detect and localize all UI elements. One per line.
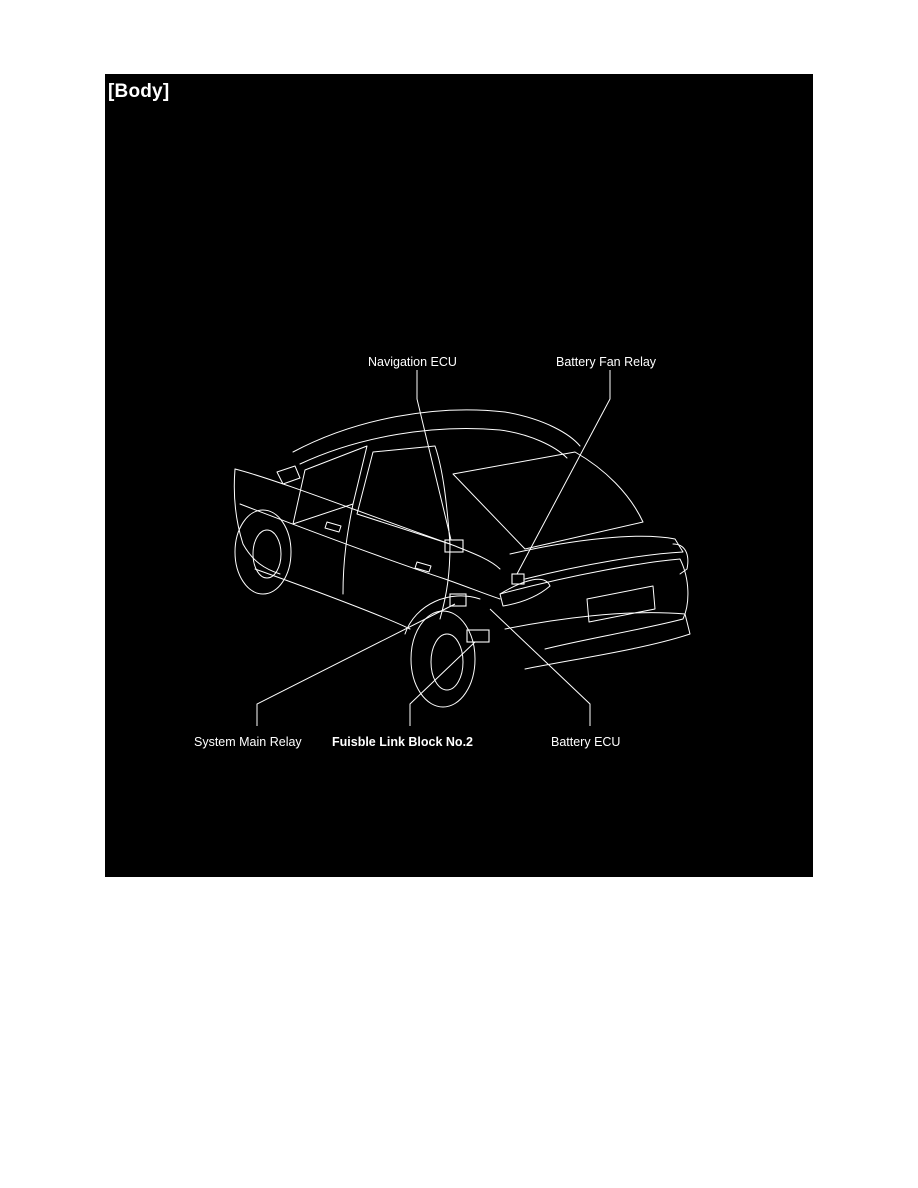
leader-lines [257,370,610,726]
callout-system-main-relay: System Main Relay [194,735,302,749]
car-rear-wheel-hub [431,634,463,690]
section-title: [Body] [108,81,170,102]
car-door-split [343,504,353,594]
car-front-window [293,446,367,524]
car-door-handle-front [325,522,341,532]
callout-battery-fan-relay: Battery Fan Relay [556,355,657,369]
car-rear-bumper [505,613,690,669]
callout-battery-ecu: Battery ECU [551,735,621,749]
car-front-wheel [235,510,291,594]
car-illustration [234,410,690,707]
car-door-handle-rear [415,562,431,572]
callout-navigation-ecu: Navigation ECU [368,355,457,369]
leader-battery-ecu [490,609,590,726]
leader-navigation-ecu [417,370,451,540]
car-rear-wheel [411,611,475,707]
car-license-plate [587,586,655,622]
car-trunk-lid [510,536,683,579]
car-front-wheel-hub [253,530,281,578]
car-front-end [234,469,280,574]
car-rear-window [453,452,643,549]
callout-fusible-link-block: Fuisble Link Block No.2 [332,735,473,749]
leader-fusible-link-block [410,642,475,726]
car-side-upper [235,469,500,569]
car-rear-wheel-arch [405,596,480,634]
leader-system-main-relay [257,604,455,726]
component-location-figure [105,74,813,877]
fusible-link-block-part [467,630,489,642]
car-rocker [255,569,410,629]
car-roof [293,410,580,452]
car-diagram [105,74,813,877]
car-rear-side-window [357,446,450,544]
car-side-mirror [277,466,300,484]
car-rear-fascia [500,559,688,649]
